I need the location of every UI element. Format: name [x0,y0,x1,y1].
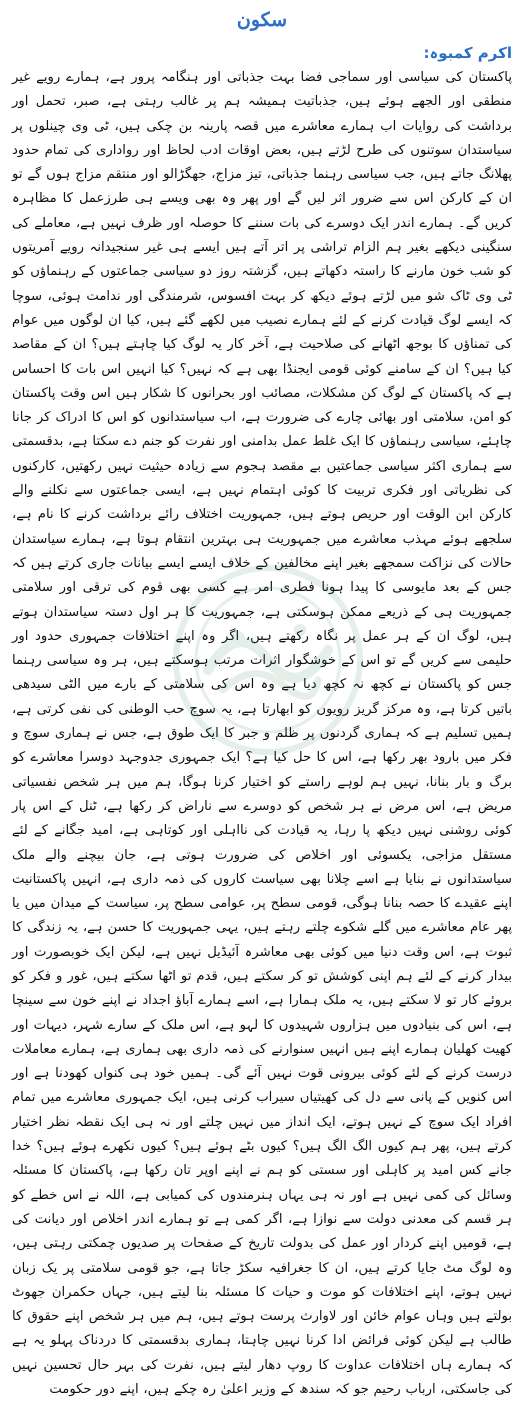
article-title: سکون [236,9,288,31]
author-byline: اکرم کمبوہ: [423,44,512,62]
article-paragraph: پاکستان کی سیاسی اور سماجی فضا بہت جذباتی اور ہنگامہ پرور ہے، ہمارے رویے غیر منطقی اور الجھے ہوئے ہیں، جذباتیت ہمیشہ ہم پر غالب رہتی ہے، صبر، تحمل اور برداشت کی روایات اب ہمارے معاشرے میں قصہ پارینہ بن چکی ہیں، ٹی وی چینلوں پر سیاستدان سوتنوں کی طرح لڑتے ہیں، بعض اوقات ادب لحاظ اور رواداری کی تمام حدود پھلانگ جاتے ہیں، جب سیاسی رہنما جذباتی، تیز مزاج، جھگڑالو اور منتقم مزاج ہوں گے تو ان کے کارکن اس سے ضرور اثر لیں گے اور پھر وہ بھی ویسے ہی طرزعمل کا مظاہرہ کریں گے۔ ہمارے اندر ایک دوسرے کی بات سننے کا حوصلہ اور ظرف نہیں ہے، معاملے کی سنگینی دیکھے بغیر ہم الزام تراشی پر اتر آتے ہیں ایسے ہی غیر سنجیدانہ رویے آمریتوں کو شب خون مارنے کا راستہ دکھاتے ہیں، گزشتہ روز دو سیاسی جماعتوں کے رہنماؤں کو ٹی وی ٹاک شو میں لڑتے ہوئے دیکھ کر بہت افسوس، شرمندگی اور ندامت ہوئی، سوچا کہ ایسے لوگ قیادت کرنے کے لئے ہمارے نصیب میں لکھے گئے ہیں، کیا ان لوگوں میں عوام کی تمناؤں کا بوجھ اٹھانے کی صلاحیت ہے، آخر کار یہ لوگ کیا چاہتے ہیں؟ ان کے مقاصد کیا ہیں؟ ان کے سامنے کوئی قومی ایجنڈا بھی ہے کہ نہیں؟ کیا انہیں اس بات کا احساس ہے کہ پاکستان کے لوگ کن مشکلات، مصائب اور بحرانوں کا شکار ہیں اس وقت پاکستان کو امن، سلامتی اور بھائی چارے کی ضرورت ہے، اب سیاستدانوں کو اس کا ادراک کر جانا چاہئے، سیاسی رہنماؤں کا ایک غلط عمل بدامنی اور نفرت کو جنم دے سکتا ہے، بدقسمتی سے ہماری اکثر سیاسی جماعتیں بے مقصد ہجوم سے زیادہ حیثیت نہیں رکھتیں، کارکنوں کی نظریاتی اور فکری تربیت کا کوئی اہتمام نہیں ہے، ایسی جماعتوں سے نکلنے والے کارکن ابن الوقت اور حریص ہوتے ہیں، جمہوریت اختلاف رائے برداشت کرنے کا نام ہے، سلجھے ہوئے مہذب معاشرے میں جمہوریت ہی بہترین انتقام ہوتا ہے، ہمارے سیاستدان حالات کی نزاکت سمجھے بغیر اپنے مخالفین کے خلاف ایسے ایسے بیانات جاری کرتے ہیں کہ جس کے بعد مایوسی کا پیدا ہونا فطری امر ہے کسی بھی قوم کی ترقی اور سلامتی جمہوریت ہی کے ذریعے ممکن ہوسکتی ہے، جمہوریت کا ہر اول دستہ سیاستدان ہوتے ہیں، لوگ ان کے ہر عمل پر نگاہ رکھتے ہیں، اگر وہ اپنے اختلافات جمہوری حدود اور حلیمی سے کریں گے تو اس کے خوشگوار اثرات مرتب ہوسکتے ہیں، ہر وہ سیاسی رہنما جس کو پاکستان نے کچھ نہ کچھ دیا ہے وہ اس کی سلامتی کے بارے میں الٹی سیدھی باتیں کرتا ہے، وہ مرکز گریز رویوں کو ابھارتا ہے، یہ سوچ حب الوطنی کی نفی کرتی ہے، ہمیں تسلیم ہے کہ ہماری گردنوں پر ظلم و جبر کا ایک طوق ہے، جس نے ہماری سوچ و فکر میں بارود بھر رکھا ہے، اس کا حل کیا ہے؟ ایک جمہوری جدوجہد دوسرا معاشرے کو برگ و بار بنانا، نہیں ہم لوہے راستے کو اختیار کرنا ہوگا، ہم میں ہر شخص نفسیاتی مریض ہے، اس مرض نے ہر شخص کو دوسرے سے ناراض کر رکھا ہے، ٹنل کے اس پار کوئی روشنی نہیں دیکھ پا رہا، یہ قیادت کی نااہلی اور کوتاہی ہے، امید جگانے کے لئے مستقل مزاجی، یکسوئی اور اخلاص کی ضرورت ہوتی ہے، جان بیچنے والے ملک سیاستدانوں نے بنایا ہے اسے چلانا بھی سیاست کاروں کی ذمہ داری ہے، انہیں پاکستانیت اپنے عقیدے کا حصہ بنانا ہوگی، قومی سطح پر، عوامی سطح پر، سیاست کے میدان میں یا پھر عام معاشرے میں گلے شکوے چلتے رہتے ہیں، یہی جمہوریت کا حسن ہے، یہ زندگی کا ثبوت ہے، اس وقت دنیا میں کوئی بھی معاشرہ آئیڈیل نہیں ہے، لیکن ایک خوبصورت اور بیدار کرنے کے لئے ہم اپنی کوشش تو کر سکتے ہیں، قدم تو اٹھا سکتے ہیں، غور و فکر کو بروئے کار تو لا سکتے ہیں، یہ ملک ہمارا ہے، اسے ہمارے آباؤ اجداد نے اپنے خون سے سینچا ہے، اس کی بنیادوں میں ہزاروں شہیدوں کا لہو ہے، اس ملک کے سارے شہر، دیہات اور کھیت کھلیان ہمارے اپنے ہیں انہیں سنوارنے کی ذمہ داری بھی ہماری ہے، ہمارے معاملات درست کرنے کے لئے کوئی بیرونی قوت نہیں آئے گی۔ ہمیں خود ہی کنواں کھودنا ہے اور اس کنویں کے پانی سے دل کی کھیتیاں سیراب کرنی ہیں، ایک جمہوری معاشرے میں تمام افراد ایک سوچ کے نہیں ہوتے، ایک انداز میں نہیں چلتے اور نہ ہی ایک نقطہ نظر اختیار کرتے ہیں، پھر ہم کیوں الگ الگ ہیں؟ کیوں بٹے ہوئے ہیں؟ کیوں نکھرے ہوئے ہیں؟ خدا جانے کس امید پر کاہلی اور سستی کو ہم نے اپنے اوپر تان رکھا ہے، پاکستان کا مسئلہ وسائل کی کمی نہیں ہے اور نہ ہی یہاں ہنرمندوں کی کمیابی ہے، اللہ نے اس خطے کو ہر قسم کی معدنی دولت سے نوازا ہے، اگر کمی ہے تو ہمارے اندر اخلاص اور دیانت کی ہے، قومیں اپنے کردار اور عمل کی بدولت تاریخ کے صفحات پر صدیوں چمکتی رہتی ہیں، وہ لوگ مٹ جایا کرتے ہیں، ان کا جغرافیہ سکڑ جاتا ہے، جو قومی سلامتی پر یک زبان نہیں ہوتے، اپنے اختلافات کو موت و حیات کا مسئلہ بنا لیتے ہیں، جہاں حکمران جھوٹ بولتے ہیں وہاں عوام خائن اور لاوارث پرست ہوتے ہیں، ہم میں ہر شخص اپنے حقوق کا طالب ہے لیکن کوئی فرائض ادا کرنا نہیں چاہتا، ہماری بدقسمتی کا دردناک پہلو یہ ہے کہ ہمارے ہاں اختلافات عداوت کا روپ دھار لیتے ہیں، نفرت کی بہر حال تحسین نہیں کی جاسکتی، ارباب رحیم جو کہ سندھ کے وزیر اعلیٰ رہ چکے ہیں، اپنے دور حکومت [12,70,513,1398]
article-body [12,66,512,1402]
